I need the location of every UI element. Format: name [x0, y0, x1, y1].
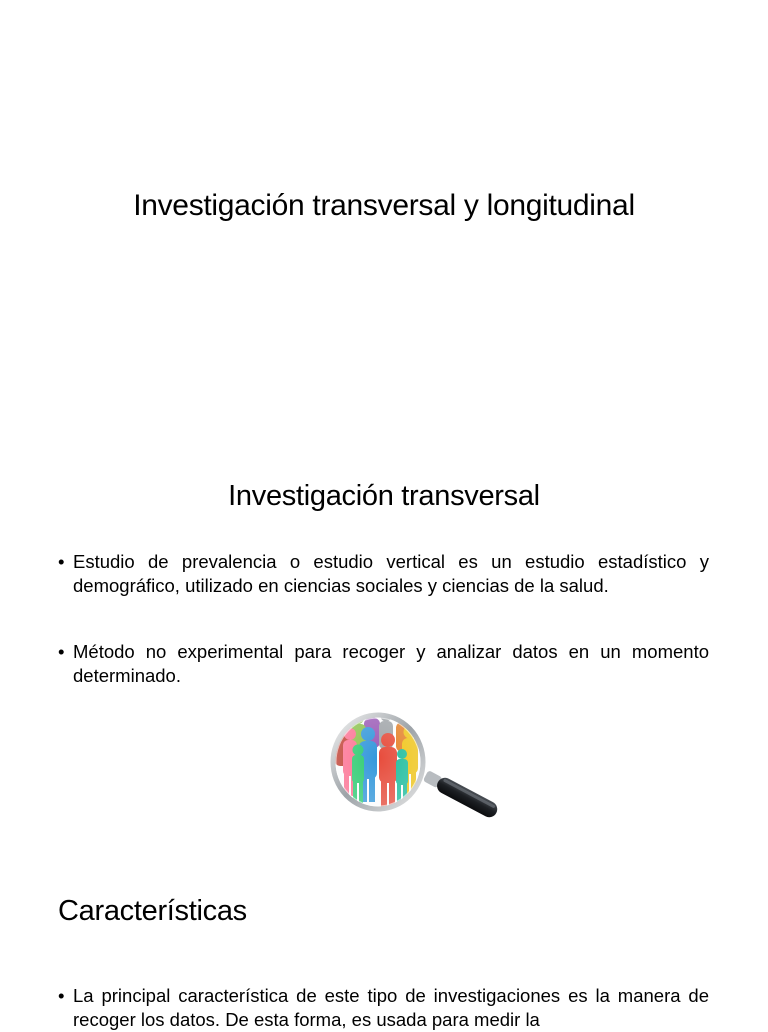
slide-heading: Características: [58, 895, 247, 927]
slide-heading: Investigación transversal: [228, 480, 540, 512]
slide-characteristics: [0, 864, 768, 1030]
bullet-marker: •: [58, 985, 65, 1006]
bullet-item: [58, 640, 709, 688]
bullet-text: La principal característica de este tipo de investigaciones es la manera de recoger los datos. De esta forma, es usada para medir la: [73, 985, 709, 1030]
bullet-marker: •: [58, 551, 65, 572]
bullet-list: [58, 550, 709, 688]
bullet-text: Método no experimental para recoger y analizar datos en un momento determinado.: [73, 641, 709, 686]
bullet-item: [58, 550, 709, 598]
magnifier-handle: [422, 768, 500, 820]
bullet-item: [58, 984, 709, 1032]
bullet-text: Estudio de prevalencia o estudio vertical es un estudio estadístico y demográfico, utilizado en ciencias sociales y ciencias de la salud.: [73, 551, 709, 596]
bullet-list: [58, 984, 709, 1032]
people-magnifying-glass-icon: [328, 704, 508, 824]
presentation-title: Investigación transversal y longitudinal: [133, 189, 635, 222]
slide-title: [0, 0, 768, 432]
bullet-marker: •: [58, 641, 65, 662]
slide-cross-sectional: [0, 432, 768, 864]
